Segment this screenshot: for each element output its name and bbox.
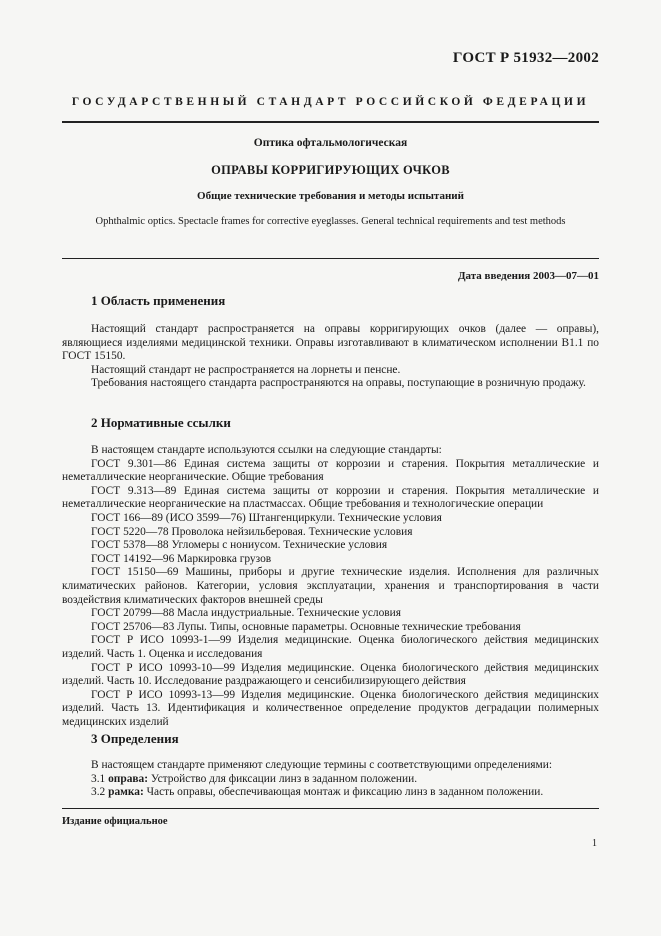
reference-item: ГОСТ 20799—88 Масла индустриальные. Технические условия: [91, 607, 401, 620]
top-divider: [62, 121, 599, 123]
reference-item: ГОСТ 9.313—89 Единая система защиты от коррозии и старения. Покрытия металлические и неметаллические неорганические на пластмассах. Общие требования и технологические операции: [62, 484, 599, 511]
section-1-body: [62, 323, 599, 391]
edition-label: Издание официальное: [62, 816, 168, 827]
section-2-heading: 2 Нормативные ссылки: [91, 415, 231, 430]
reference-item: ГОСТ 5220—78 Проволока нейзильберовая. Технические условия: [91, 525, 413, 538]
reference-item: ГОСТ 5378—88 Угломеры с нониусом. Технические условия: [91, 539, 388, 552]
paragraph: В настоящем стандарте применяют следующие термины с соответствующими определениями:: [91, 759, 553, 771]
paragraph: Требования настоящего стандарта распространяются на оправы, поступающие в розничную продажу.: [91, 377, 586, 390]
standard-subtitle: Общие технические требования и методы испытаний: [197, 190, 464, 202]
standard-title: ОПРАВЫ КОРРИГИРУЮЩИХ ОЧКОВ: [211, 163, 450, 177]
definition-number: 3.1: [91, 772, 106, 785]
definition-term: оправа:: [108, 772, 149, 785]
reference-item: ГОСТ 25706—83 Лупы. Типы, основные параметры. Основные технические требования: [91, 620, 521, 633]
reference-item: ГОСТ 166—89 (ИСО 3599—76) Штангенциркули. Технические условия: [91, 511, 442, 524]
paragraph: Настоящий стандарт распространяется на оправы корригирующих очков (далее — оправы), являющиеся изделиями медицинской техники. Оправы изготавливают в климатическом исполнении B1.1 по ГОСТ 15150.: [62, 323, 599, 363]
reference-item: ГОСТ 15150—69 Машины, приборы и другие технические изделия. Исполнения для различных климатических районов. Категории, условия эксплуатации, хранения и транспортирования в части воздействия климатических факторов внешней среды: [62, 566, 599, 606]
standard-subject: Оптика офтальмологическая: [253, 137, 408, 149]
page-number: 1: [592, 838, 597, 849]
reference-item: ГОСТ 9.301—86 Единая система защиты от коррозии и старения. Покрытия металлические и неметаллические неорганические. Общие требования: [62, 457, 599, 484]
english-title: Ophthalmic optics. Spectacle frames for corrective eyeglasses. General technical requirements and test methods: [95, 216, 566, 227]
section-3-body: [62, 759, 599, 800]
definition-number: 3.2: [91, 786, 106, 799]
definition-item: [62, 773, 599, 787]
state-standard-banner: ГОСУДАРСТВЕННЫЙ СТАНДАРТ РОССИЙСКОЙ ФЕДЕРАЦИИ: [71, 96, 590, 108]
section-3-heading: 3 Определения: [91, 731, 179, 746]
gost-number: ГОСТ Р 51932—2002: [452, 50, 599, 66]
footer-divider: [62, 808, 599, 809]
reference-item: ГОСТ Р ИСО 10993-13—99 Изделия медицинские. Оценка биологического действия медицинских изделий. Часть 13. Идентификация и количественное определение продуктов деградации полимерных медицинских изделий: [62, 688, 599, 728]
section-1-heading: 1 Область применения: [91, 293, 226, 308]
title-divider: [62, 258, 599, 259]
reference-item: ГОСТ Р ИСО 10993-10—99 Изделия медицинские. Оценка биологического действия медицинских изделий. Часть 10. Исследование раздражающего и сенсибилизирующего действия: [62, 661, 599, 688]
paragraph: В настоящем стандарте используются ссылки на следующие стандарты:: [91, 444, 442, 456]
reference-item: ГОСТ 14192—96 Маркировка грузов: [91, 552, 272, 565]
definition-text: Устройство для фиксации линз в заданном положении.: [150, 772, 418, 785]
definition-term: рамка:: [108, 786, 144, 799]
introduction-date: Дата введения 2003—07—01: [457, 270, 599, 282]
reference-item: ГОСТ Р ИСО 10993-1—99 Изделия медицинские. Оценка биологического действия медицинских изделий. Часть 1. Оценка и исследования: [62, 634, 599, 660]
paragraph: Настоящий стандарт не распространяется на лорнеты и пенсне.: [91, 363, 401, 376]
definition-item: [62, 786, 599, 800]
definition-text: Часть оправы, обеспечивающая монтаж и фиксацию линз в заданном положении.: [146, 786, 544, 799]
section-2-body: [62, 444, 599, 729]
